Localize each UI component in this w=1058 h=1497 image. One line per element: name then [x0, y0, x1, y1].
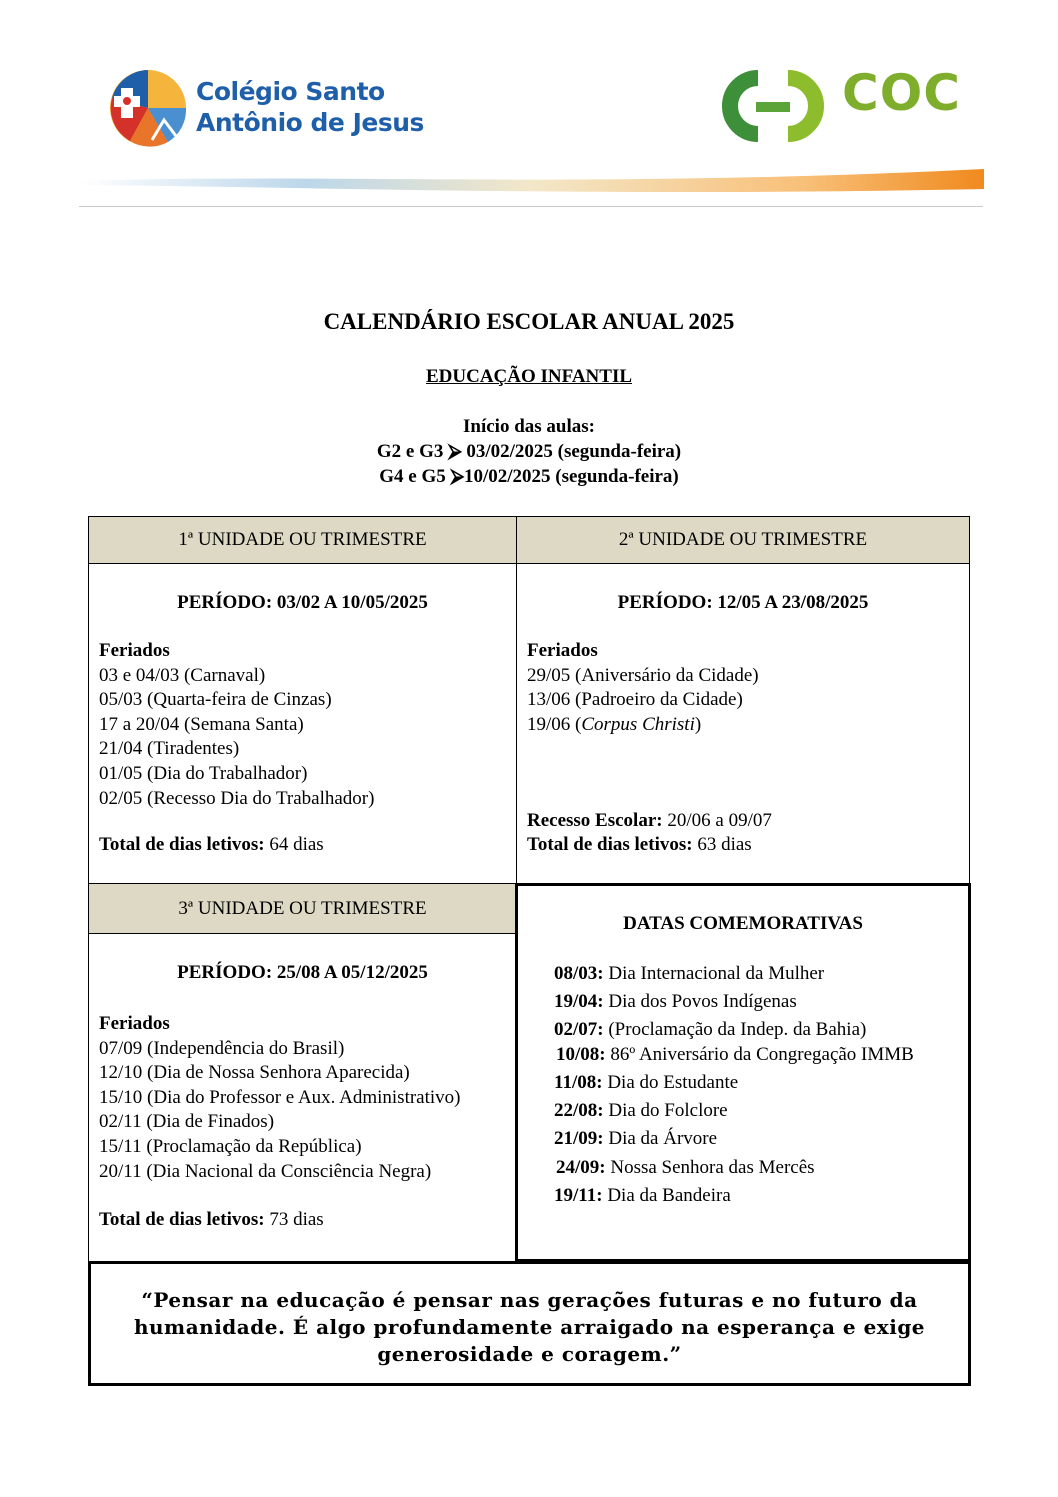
- unit2-header: 2ª UNIDADE OU TRIMESTRE: [516, 516, 970, 564]
- page-header: [0, 0, 1058, 215]
- quote-line: generosidade e coragem.”: [377, 1342, 682, 1366]
- holiday-item: [527, 713, 759, 738]
- class-start-info: [0, 414, 1058, 489]
- page-title: CALENDÁRIO ESCOLAR ANUAL 2025: [323, 309, 735, 334]
- commemorative-date: 10/08:: [556, 1044, 606, 1065]
- holiday-item: 15/11 (Proclamação da República): [99, 1135, 362, 1157]
- commemorative-text: Dia da Bandeira: [602, 1185, 731, 1206]
- commemorative-date: 08/03:: [554, 963, 604, 984]
- unit2-body: [516, 563, 970, 884]
- unit2-holidays: [527, 639, 759, 737]
- coc-symbol-icon: [720, 66, 830, 146]
- commemorative-text: Dia dos Povos Indígenas: [603, 991, 797, 1012]
- calendar-table: [88, 516, 970, 1386]
- holiday-item: 02/05 (Recesso Dia do Trabalhador): [99, 787, 375, 809]
- commemorative-dates-box: [515, 883, 971, 1262]
- commemorative-date: 22/08:: [554, 1100, 604, 1121]
- school-name-line2: Antônio de Jesus: [196, 108, 424, 137]
- commemorative-item: [554, 1128, 717, 1150]
- unit1-period: PERÍODO: 03/02 A 10/05/2025: [177, 592, 428, 613]
- unit1-total-label: Total de dias letivos:: [99, 834, 265, 855]
- unit1-header: 1ª UNIDADE OU TRIMESTRE: [88, 516, 517, 564]
- commemorative-item: [554, 1185, 731, 1207]
- unit2-total-label: Total de dias letivos:: [527, 834, 693, 855]
- coc-wordmark: COC: [842, 64, 961, 122]
- unit2-recess-label: Recesso Escolar:: [527, 810, 663, 831]
- unit1-holidays: [99, 639, 374, 811]
- commemorative-text: 86º Aniversário da Congregação IMMB: [605, 1044, 914, 1065]
- commemorative-text: Dia da Árvore: [603, 1128, 718, 1149]
- class-start-heading: Início das aulas:: [463, 416, 595, 437]
- unit3-holidays-label: Feriados: [99, 1013, 170, 1034]
- school-name-line1: Colégio Santo: [196, 77, 385, 106]
- commemorative-item: [554, 1072, 738, 1094]
- commemorative-text: Dia Internacional da Mulher: [603, 963, 825, 984]
- quote-line: “Pensar na educação é pensar nas gerações futuras e no futuro da: [141, 1288, 918, 1312]
- commemorative-text: Dia do Folclore: [603, 1100, 728, 1121]
- holiday-name-italic: Corpus Christi: [581, 713, 695, 735]
- school-logo: [108, 68, 468, 150]
- commemorative-item: [556, 1044, 914, 1066]
- unit3-total: [99, 1209, 324, 1231]
- quote-box: [88, 1261, 971, 1386]
- commemorative-item: [554, 1019, 866, 1041]
- holiday-item: 13/06 (Padroeiro da Cidade): [527, 689, 743, 711]
- unit2-recess: [527, 810, 772, 832]
- holiday-item: 20/11 (Dia Nacional da Consciência Negra): [99, 1160, 432, 1182]
- unit1-total: [99, 834, 324, 856]
- unit1-body: [88, 563, 517, 884]
- holiday-item: 12/10 (Dia de Nossa Senhora Aparecida): [99, 1062, 410, 1084]
- holiday-suffix: ): [694, 713, 702, 735]
- holiday-item: 01/05 (Dia do Trabalhador): [99, 762, 308, 784]
- class-start-g4-g5: G4 e G5 ⮚10/02/2025 (segunda-feira): [379, 466, 679, 487]
- holiday-item: 29/05 (Aniversário da Cidade): [527, 664, 759, 686]
- holiday-item: 17 a 20/04 (Semana Santa): [99, 713, 304, 735]
- unit3-body: [88, 933, 517, 1262]
- commemorative-item: [556, 1157, 815, 1179]
- unit3-period: PERÍODO: 25/08 A 05/12/2025: [177, 962, 428, 983]
- header-divider: [79, 206, 983, 207]
- header-swoosh: [78, 165, 984, 197]
- commemorative-text: (Proclamação da Indep. da Bahia): [603, 1019, 867, 1040]
- page-subtitle: EDUCAÇÃO INFANTIL: [425, 366, 633, 387]
- unit3-header: 3ª UNIDADE OU TRIMESTRE: [88, 883, 517, 934]
- unit1-total-value: 64 dias: [264, 834, 324, 855]
- unit2-holidays-label: Feriados: [527, 640, 598, 661]
- unit1-holidays-label: Feriados: [99, 640, 170, 661]
- commemorative-date: 21/09:: [554, 1128, 604, 1149]
- commemorative-date: 24/09:: [556, 1157, 606, 1178]
- unit2-total: [527, 834, 752, 856]
- commemorative-text: Dia do Estudante: [602, 1072, 739, 1093]
- unit2-total-value: 63 dias: [692, 834, 752, 855]
- commemorative-item: [554, 963, 824, 985]
- school-emblem-icon: [108, 68, 188, 148]
- commemorative-date: 19/04:: [554, 991, 604, 1012]
- holiday-date: 19/06 (: [527, 713, 582, 735]
- holiday-item: 02/11 (Dia de Finados): [99, 1111, 275, 1133]
- holiday-item: 07/09 (Independência do Brasil): [99, 1037, 345, 1059]
- holiday-item: 15/10 (Dia do Professor e Aux. Administrativo): [99, 1086, 461, 1108]
- quote-line: humanidade. É algo profundamente arraigado na esperança e exige: [133, 1315, 926, 1339]
- holiday-item: 05/03 (Quarta-feira de Cinzas): [99, 689, 332, 711]
- school-name: [196, 76, 424, 138]
- commemorative-date: 11/08:: [554, 1072, 603, 1093]
- commemorative-title: DATAS COMEMORATIVAS: [623, 913, 863, 934]
- unit3-total-label: Total de dias letivos:: [99, 1209, 265, 1230]
- commemorative-item: [554, 991, 797, 1013]
- commemorative-item: [554, 1100, 728, 1122]
- commemorative-date: 19/11:: [554, 1185, 603, 1206]
- unit2-period: PERÍODO: 12/05 A 23/08/2025: [617, 592, 869, 613]
- unit3-total-value: 73 dias: [264, 1209, 324, 1230]
- holiday-item: 03 e 04/03 (Carnaval): [99, 664, 266, 686]
- commemorative-text: Nossa Senhora das Mercês: [605, 1157, 815, 1178]
- coc-logo: [720, 66, 970, 146]
- holiday-item: 21/04 (Tiradentes): [99, 738, 240, 760]
- unit3-holidays: [99, 1012, 461, 1184]
- commemorative-date: 02/07:: [554, 1019, 604, 1040]
- class-start-g2-g3: G2 e G3 ⮚ 03/02/2025 (segunda-feira): [376, 441, 682, 462]
- unit2-recess-value: 20/06 a 09/07: [662, 810, 772, 831]
